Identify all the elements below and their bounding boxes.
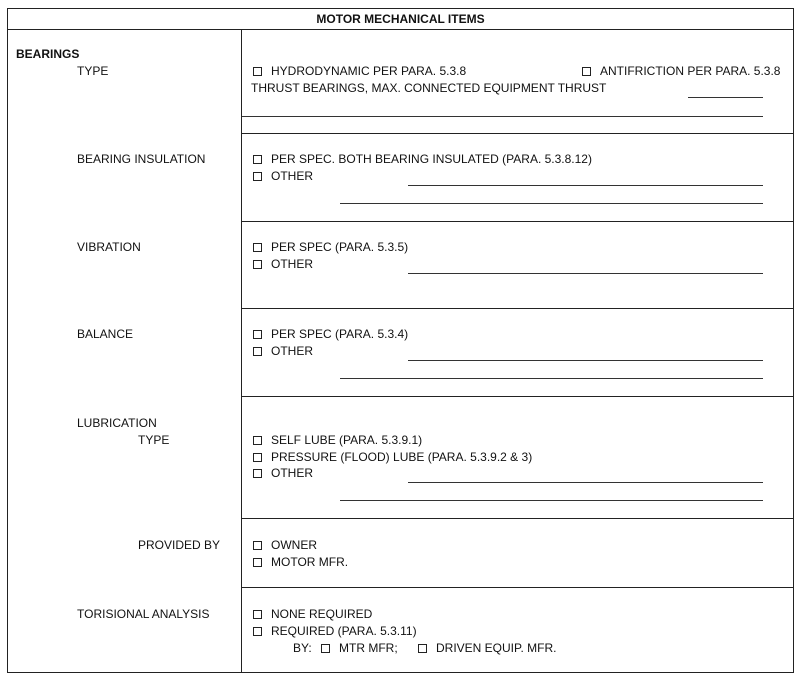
bearing-type-label: TYPE	[77, 64, 109, 78]
vibration-per-spec-option: PER SPEC (PARA. 5.3.5)	[271, 240, 409, 254]
vibration-other-option: OTHER	[271, 257, 313, 271]
row-divider	[242, 221, 793, 222]
vibration-other-field[interactable]	[408, 273, 763, 274]
insulation-other-checkbox[interactable]	[253, 172, 262, 181]
by-label: BY:	[293, 641, 312, 655]
antifriction-checkbox[interactable]	[582, 67, 591, 76]
antifriction-option: ANTIFRICTION PER PARA. 5.3.8	[600, 64, 781, 78]
lube-other-checkbox[interactable]	[253, 469, 262, 478]
hydrodynamic-option: HYDRODYNAMIC PER PARA. 5.3.8	[271, 64, 467, 78]
pressure-lube-checkbox[interactable]	[253, 453, 262, 462]
driven-equip-checkbox[interactable]	[418, 644, 427, 653]
row-divider	[242, 396, 793, 397]
balance-other-field[interactable]	[408, 360, 763, 361]
thrust-extra-field[interactable]	[242, 116, 763, 117]
balance-other-field-2[interactable]	[340, 378, 763, 379]
lubrication-type-label: TYPE	[138, 433, 170, 447]
driven-equip-option: DRIVEN EQUIP. MFR.	[436, 641, 557, 655]
mtr-mfr-option: MTR MFR;	[339, 641, 398, 655]
insulation-per-spec-checkbox[interactable]	[253, 155, 262, 164]
balance-other-checkbox[interactable]	[253, 347, 262, 356]
required-checkbox[interactable]	[253, 627, 262, 636]
insulation-other-option: OTHER	[271, 169, 313, 183]
row-divider	[242, 133, 793, 134]
lubrication-label: LUBRICATION	[77, 416, 157, 430]
balance-label: BALANCE	[77, 327, 134, 341]
insulation-per-spec-option: PER SPEC. BOTH BEARING INSULATED (PARA. 5.3.8.12)	[271, 152, 592, 166]
lube-other-field[interactable]	[408, 482, 763, 483]
motor-mfr-option: MOTOR MFR.	[271, 555, 349, 569]
lube-other-field-2[interactable]	[340, 500, 763, 501]
required-option: REQUIRED (PARA. 5.3.11)	[271, 624, 417, 638]
balance-per-spec-option: PER SPEC (PARA. 5.3.4)	[271, 327, 409, 341]
provided-by-label: PROVIDED BY	[138, 538, 221, 552]
self-lube-checkbox[interactable]	[253, 436, 262, 445]
balance-per-spec-checkbox[interactable]	[253, 330, 262, 339]
motor-mfr-checkbox[interactable]	[253, 558, 262, 567]
insulation-other-field[interactable]	[408, 185, 763, 186]
self-lube-option: SELF LUBE (PARA. 5.3.9.1)	[271, 433, 423, 447]
balance-other-option: OTHER	[271, 344, 313, 358]
lube-other-option: OTHER	[271, 466, 313, 480]
row-divider	[242, 308, 793, 309]
torsional-analysis-label: TORISIONAL ANALYSIS	[77, 607, 210, 621]
thrust-value-field[interactable]	[688, 97, 763, 98]
none-required-checkbox[interactable]	[253, 610, 262, 619]
owner-option: OWNER	[271, 538, 317, 552]
vibration-other-checkbox[interactable]	[253, 260, 262, 269]
form-title: MOTOR MECHANICAL ITEMS	[8, 9, 793, 30]
vibration-per-spec-checkbox[interactable]	[253, 243, 262, 252]
motor-mechanical-form	[7, 8, 794, 673]
bearings-label: BEARINGS	[16, 47, 80, 61]
owner-checkbox[interactable]	[253, 541, 262, 550]
pressure-lube-option: PRESSURE (FLOOD) LUBE (PARA. 5.3.9.2 & 3)	[271, 450, 533, 464]
column-divider	[241, 29, 242, 673]
mtr-mfr-checkbox[interactable]	[321, 644, 330, 653]
hydrodynamic-checkbox[interactable]	[253, 67, 262, 76]
none-required-option: NONE REQUIRED	[271, 607, 373, 621]
bearing-insulation-label: BEARING INSULATION	[77, 152, 206, 166]
insulation-other-field-2[interactable]	[340, 203, 763, 204]
thrust-label: THRUST BEARINGS, MAX. CONNECTED EQUIPMENT THRUST	[251, 81, 607, 95]
vibration-label: VIBRATION	[77, 240, 141, 254]
row-divider	[242, 587, 793, 588]
row-divider	[242, 518, 793, 519]
